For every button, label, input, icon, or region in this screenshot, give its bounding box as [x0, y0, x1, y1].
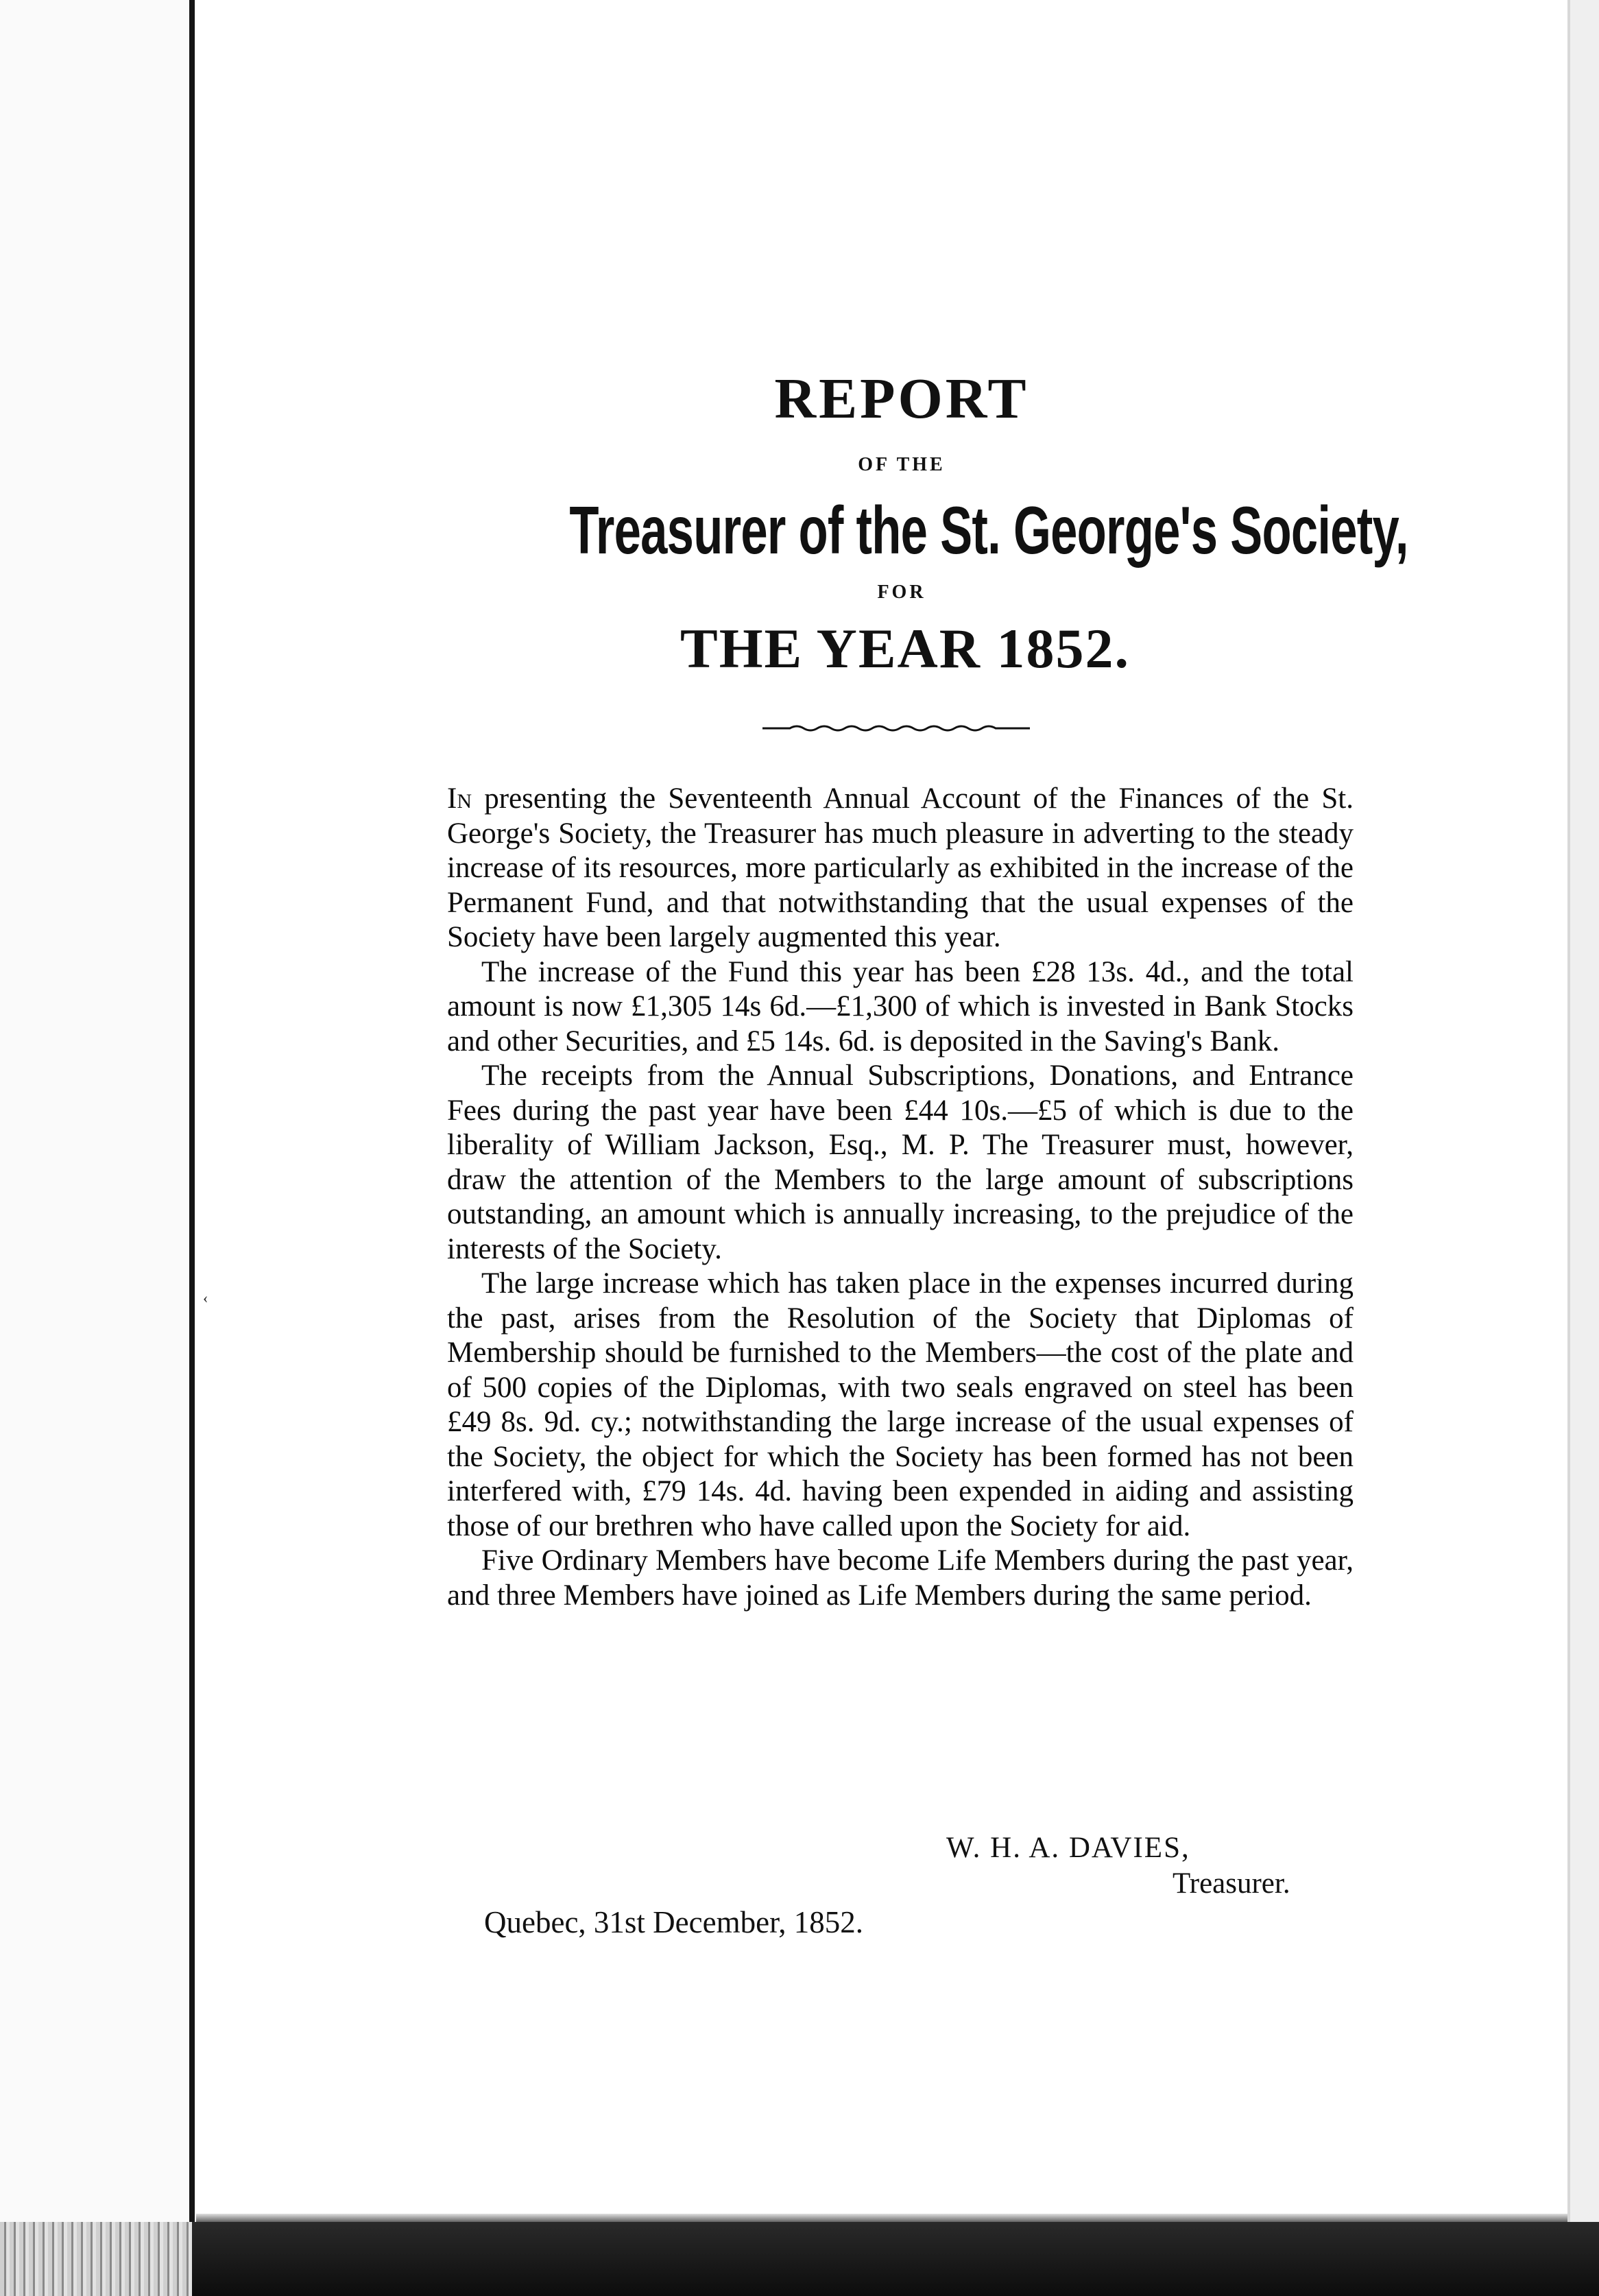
decorative-rule [762, 720, 1030, 734]
paragraph: Five Ordinary Members have become Life Members during the past year, and three Members have joined as Life Members during the same period. [447, 1544, 1354, 1612]
book-spine-shadow [189, 0, 195, 2236]
paragraph-lead: In [447, 782, 472, 815]
paragraph [447, 782, 1354, 955]
date-line: Quebec, 31st December, 1852. [484, 1905, 864, 1939]
margin-mark: ‹ [203, 1289, 208, 1306]
scan-bottom-border [0, 2222, 1599, 2296]
society-title: Treasurer of the St. George's Society, [569, 492, 1408, 568]
signature-title: Treasurer. [1173, 1867, 1290, 1900]
heading-for: FOR [877, 582, 926, 603]
heading-of-the: OF THE [858, 454, 946, 475]
facing-page-edge [0, 0, 189, 2296]
year-title: THE YEAR 1852. [680, 617, 1130, 680]
stacked-pages-edge [0, 2222, 192, 2296]
report-title: REPORT [774, 367, 1029, 431]
page-edge-right [1570, 0, 1599, 2296]
signature-name: W. H. A. DAVIES, [946, 1832, 1190, 1864]
paragraph: The receipts from the Annual Subscriptions, Donations, and Entrance Fees during the past year have been £44 10s.—£5 of which is due to the liberality of William Jackson, Esq., M. P. The Treasurer must, however, draw the attention of the Members to the large amount of subscriptions outstanding, an amount which is annually increasing, to the prejudice of the interests of the Society. [447, 1060, 1354, 1265]
paragraph: The large increase which has taken place in the expenses incurred during the past, arises from the Resolution of the Society that Diplomas of Membership should be furnished to the Members—the cost of the plate and of 500 copies of the Diplomas, with two seals engraved on steel has been £49 8s. 9d. cy.; notwithstanding the large increase of the usual expenses of the Society, the object for which the Society has been formed has not been interfered with, £79 14s. 4d. having been expended in aiding and assisting those of our brethren who have called upon the Society for aid. [447, 1267, 1354, 1542]
paragraph: The increase of the Fund this year has been £28 13s. 4d., and the total amount is now £1,305 14s 6d.—£1,300 of which is invested in Bank Stocks and other Securities, and £5 14s. 6d. is deposited in the Saving's Bank. [447, 955, 1354, 1057]
paragraph-text: presenting the Seventeenth Annual Account of the Finances of the St. George's Society, the Treasurer has much pleasure in adverting to the steady increase of its resources, more particularly as exhibited in the increase of the Permanent Fund, and that notwithstanding that the usual expenses of the Society have been largely augmented this year. [447, 782, 1354, 953]
report-body [447, 782, 1354, 1613]
